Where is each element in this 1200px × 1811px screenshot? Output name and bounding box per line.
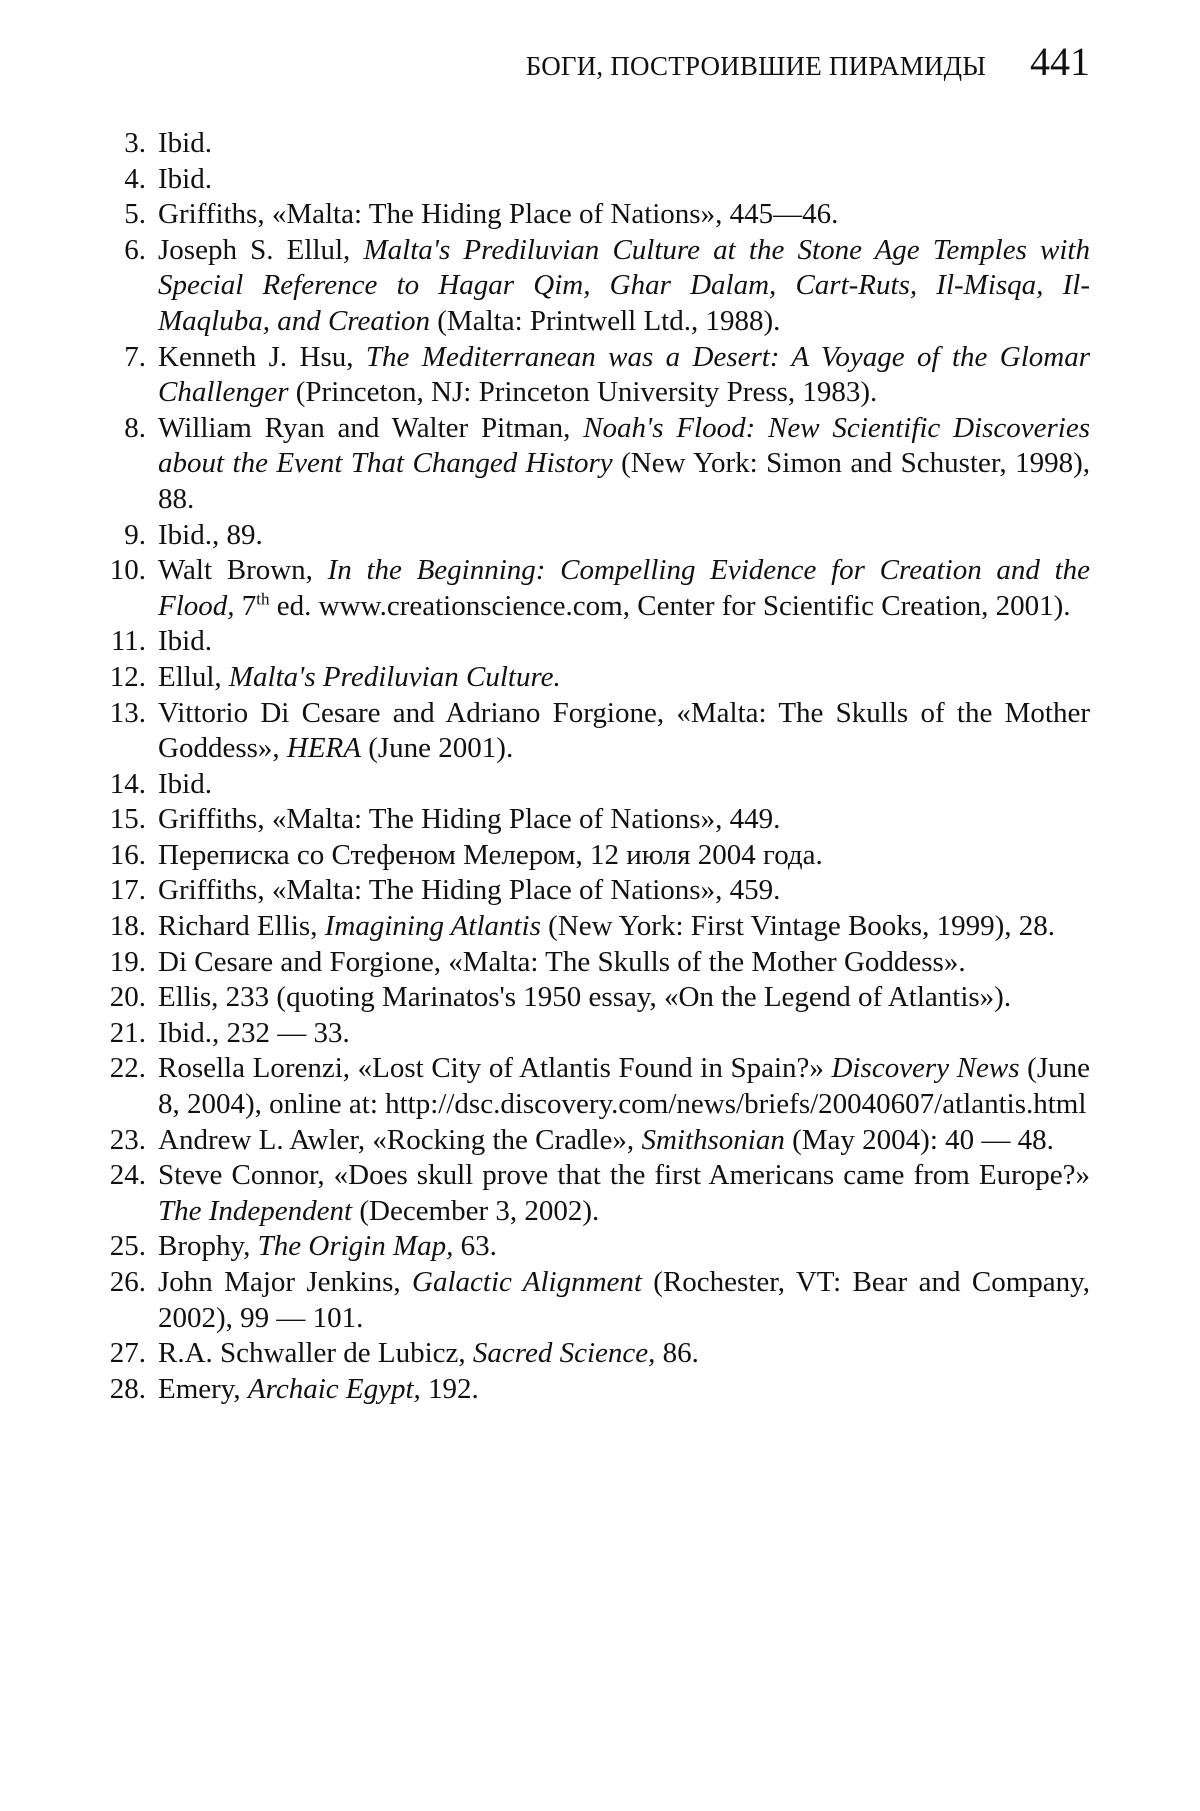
endnotes-list (88, 126, 1090, 1407)
endnote-text-segment: Emery, (158, 1372, 248, 1405)
endnote-number: 21. (109, 1016, 146, 1049)
endnote-text (158, 197, 1090, 233)
endnote-item (88, 1265, 1090, 1336)
endnote-text-segment: (June 8, 2004), online at: http://dsc.discovery.com/news/briefs/20040607/atlantis.html (158, 1052, 1090, 1121)
endnote-number: 9. (124, 518, 146, 551)
endnote-text-segment: 192. (420, 1372, 479, 1405)
endnote-number: 20. (109, 981, 146, 1014)
endnote-item (88, 873, 1090, 909)
endnote-text (158, 1123, 1090, 1159)
endnote-item (88, 802, 1090, 838)
endnote-text-segment: R.A. Schwaller de Lubicz, (158, 1337, 473, 1370)
endnote-number: 27. (109, 1337, 146, 1370)
endnote-text (158, 945, 1090, 981)
endnote-text (158, 838, 1090, 874)
endnote-item (88, 1158, 1090, 1229)
endnote-item (88, 696, 1090, 767)
endnote-text (158, 411, 1090, 518)
endnote-text-segment: (Malta: Printwell Ltd., 1988). (430, 304, 781, 337)
endnote-text-segment: Ibid. (158, 767, 212, 800)
endnote-number: 18. (109, 910, 146, 943)
endnote-item (88, 909, 1090, 945)
endnote-item (88, 767, 1090, 803)
endnote-text-segment: Ibid. (158, 625, 212, 658)
endnote-text-segment: Ibid. (158, 127, 212, 159)
endnote-title-italic: Discovery News (831, 1052, 1020, 1085)
endnote-item (88, 838, 1090, 874)
endnote-text (158, 1016, 1090, 1052)
endnote-text-segment: John Major Jenkins, (158, 1266, 413, 1298)
endnote-text-segment: Griffiths, «Malta: The Hiding Place of Nations», 449. (158, 803, 781, 836)
endnote-text (158, 660, 1090, 696)
endnote-text (158, 518, 1090, 554)
endnote-text (158, 980, 1090, 1016)
endnote-item (88, 1372, 1090, 1408)
endnote-text-segment: William Ryan and Walter Pitman, (158, 411, 584, 444)
endnote-text (158, 233, 1090, 340)
endnote-text-segment: Andrew L. Awler, «Rocking the Cradle», (158, 1123, 642, 1156)
page-number: 441 (1030, 39, 1090, 84)
endnote-item (88, 980, 1090, 1016)
endnote-text (158, 553, 1090, 624)
endnote-number: 24. (109, 1159, 146, 1192)
endnote-text (158, 126, 1090, 162)
endnote-text-segment: Di Cesare and Forgione, «Malta: The Skulls of the Mother Goddess». (158, 945, 966, 978)
endnote-text (158, 696, 1090, 767)
endnote-text-segment: Переписка со Стефеном Мелером, 12 июля 2004 года. (158, 838, 823, 871)
endnote-item (88, 945, 1090, 981)
endnote-item (88, 233, 1090, 340)
endnote-text (158, 1372, 1090, 1408)
endnote-item (88, 162, 1090, 198)
endnote-title-italic: Malta's Prediluvian Culture at the Stone Age Temples with Special Reference to Hagar Qim, Ghar Dalam, Cart-Ruts, Il-Misqa, Il-Maqluba, and Creation (158, 233, 1090, 337)
endnote-number: 23. (109, 1123, 146, 1156)
endnote-number: 22. (109, 1052, 146, 1085)
endnote-text-segment: Walt Brown, (158, 554, 328, 587)
endnote-item (88, 1016, 1090, 1052)
endnote-text-segment: 7 (234, 589, 257, 622)
endnote-item (88, 518, 1090, 554)
endnote-superscript: th (256, 589, 270, 609)
endnote-number: 5. (124, 198, 146, 231)
endnote-text (158, 1336, 1090, 1372)
endnote-text-segment: Brophy, (158, 1230, 258, 1263)
endnote-item (88, 1123, 1090, 1159)
endnote-number: 14. (109, 767, 146, 800)
endnote-item (88, 411, 1090, 518)
endnote-text-segment: Ibid., 232 — 33. (158, 1016, 350, 1049)
endnote-text-segment: (New York: First Vintage Books, 1999), 28. (540, 910, 1056, 943)
endnote-item (88, 553, 1090, 624)
endnote-number: 26. (109, 1266, 146, 1298)
page-header (0, 38, 1090, 85)
endnote-item (88, 340, 1090, 411)
endnote-number: 11. (110, 625, 146, 658)
endnote-text (158, 1265, 1090, 1336)
endnote-text (158, 624, 1090, 660)
endnote-title-italic: In the Beginning: Compelling Evidence for Creation and the Flood, (158, 554, 1091, 622)
endnote-item (88, 197, 1090, 233)
endnote-text-segment: Griffiths, «Malta: The Hiding Place of Nations», 459. (158, 874, 781, 907)
endnote-text-segment: Rosella Lorenzi, «Lost City of Atlantis Found in Spain?» (158, 1052, 832, 1085)
endnote-title-italic: Galactic Alignment (412, 1266, 642, 1298)
endnote-text (158, 1158, 1090, 1229)
endnote-text-segment: Ellis, 233 (quoting Marinatos's 1950 essay, «On the Legend of Atlantis»). (158, 981, 1012, 1014)
endnote-number: 25. (109, 1230, 146, 1263)
endnote-text-segment: Kenneth J. Hsu, (158, 340, 366, 373)
endnote-item (88, 624, 1090, 660)
endnote-text (158, 1051, 1090, 1122)
endnote-text (158, 909, 1090, 945)
endnote-title-italic: The Mediterranean was a Desert: A Voyage of the Glomar Challenger (158, 340, 1090, 409)
endnote-title-italic: The Independent (158, 1194, 353, 1227)
endnote-text (158, 340, 1090, 411)
endnote-item (88, 126, 1090, 162)
endnote-text-segment: (Princeton, NJ: Princeton University Press, 1983). (288, 376, 878, 409)
endnote-number: 13. (109, 696, 146, 729)
endnote-number: 17. (109, 874, 146, 907)
endnote-number: 10. (109, 554, 146, 587)
endnote-text-segment: Ibid. (158, 162, 212, 195)
endnote-item (88, 1229, 1090, 1265)
endnote-text-segment: Ibid., 89. (158, 518, 263, 551)
endnote-text-segment: 63. (453, 1230, 497, 1263)
endnote-number: 3. (124, 127, 146, 159)
endnote-title-italic: The Origin Map, (257, 1230, 454, 1263)
endnote-title-italic: Sacred Science, (472, 1337, 656, 1370)
endnote-text-segment: 86. (655, 1337, 699, 1370)
endnote-text-segment: Joseph S. Ellul, (158, 233, 364, 266)
endnote-item (88, 660, 1090, 696)
running-head: БОГИ, ПОСТРОИВШИЕ ПИРАМИДЫ (525, 51, 986, 81)
endnote-title-italic: Smithsonian (641, 1123, 785, 1156)
endnote-title-italic: Malta's Prediluvian Culture. (228, 660, 561, 693)
endnote-text-segment: (December 3, 2002). (352, 1194, 600, 1227)
endnote-text-segment: Steve Connor, «Does skull prove that the first Americans came from Europe?» (158, 1159, 1090, 1192)
endnote-text (158, 802, 1090, 838)
endnote-text (158, 162, 1090, 198)
endnote-number: 19. (109, 945, 146, 978)
endnote-title-italic: Archaic Egypt, (247, 1372, 421, 1405)
endnote-item (88, 1051, 1090, 1122)
endnote-number: 15. (109, 803, 146, 836)
endnote-number: 16. (109, 838, 146, 871)
endnote-text-segment: (May 2004): 40 — 48. (784, 1123, 1054, 1156)
endnote-text-segment: (New York: Simon and Schuster, 1998), 88. (158, 447, 1090, 515)
endnote-text-segment: ed. www.creationscience.com, Center for Scientific Creation, 2001). (269, 589, 1071, 622)
endnote-title-italic: Noah's Flood: New Scientific Discoveries about the Event That Changed History (158, 411, 1090, 480)
endnote-number: 28. (109, 1372, 146, 1405)
endnote-number: 12. (109, 660, 146, 693)
endnote-text-segment: Griffiths, «Malta: The Hiding Place of Nations», 445—46. (158, 198, 839, 231)
endnote-title-italic: Imagining Atlantis (324, 910, 541, 943)
endnote-number: 8. (124, 411, 146, 444)
endnote-text-segment: Ellul, (158, 660, 229, 693)
endnote-text-segment: Richard Ellis, (158, 910, 325, 943)
endnote-text-segment: Vittorio Di Cesare and Adriano Forgione, «Malta: The Skulls of the Mother Goddess», (158, 696, 1090, 765)
endnote-number: 7. (124, 340, 146, 373)
endnote-title-italic: HERA (286, 732, 361, 765)
endnote-text (158, 767, 1090, 803)
endnote-text-segment: (Rochester, VT: Bear and Company, 2002), 99 — 101. (158, 1266, 1090, 1334)
endnote-text (158, 1229, 1090, 1265)
endnote-number: 6. (124, 233, 146, 266)
endnote-number: 4. (124, 162, 146, 195)
endnote-item (88, 1336, 1090, 1372)
endnote-text-segment: (June 2001). (360, 732, 514, 765)
endnote-text (158, 873, 1090, 909)
